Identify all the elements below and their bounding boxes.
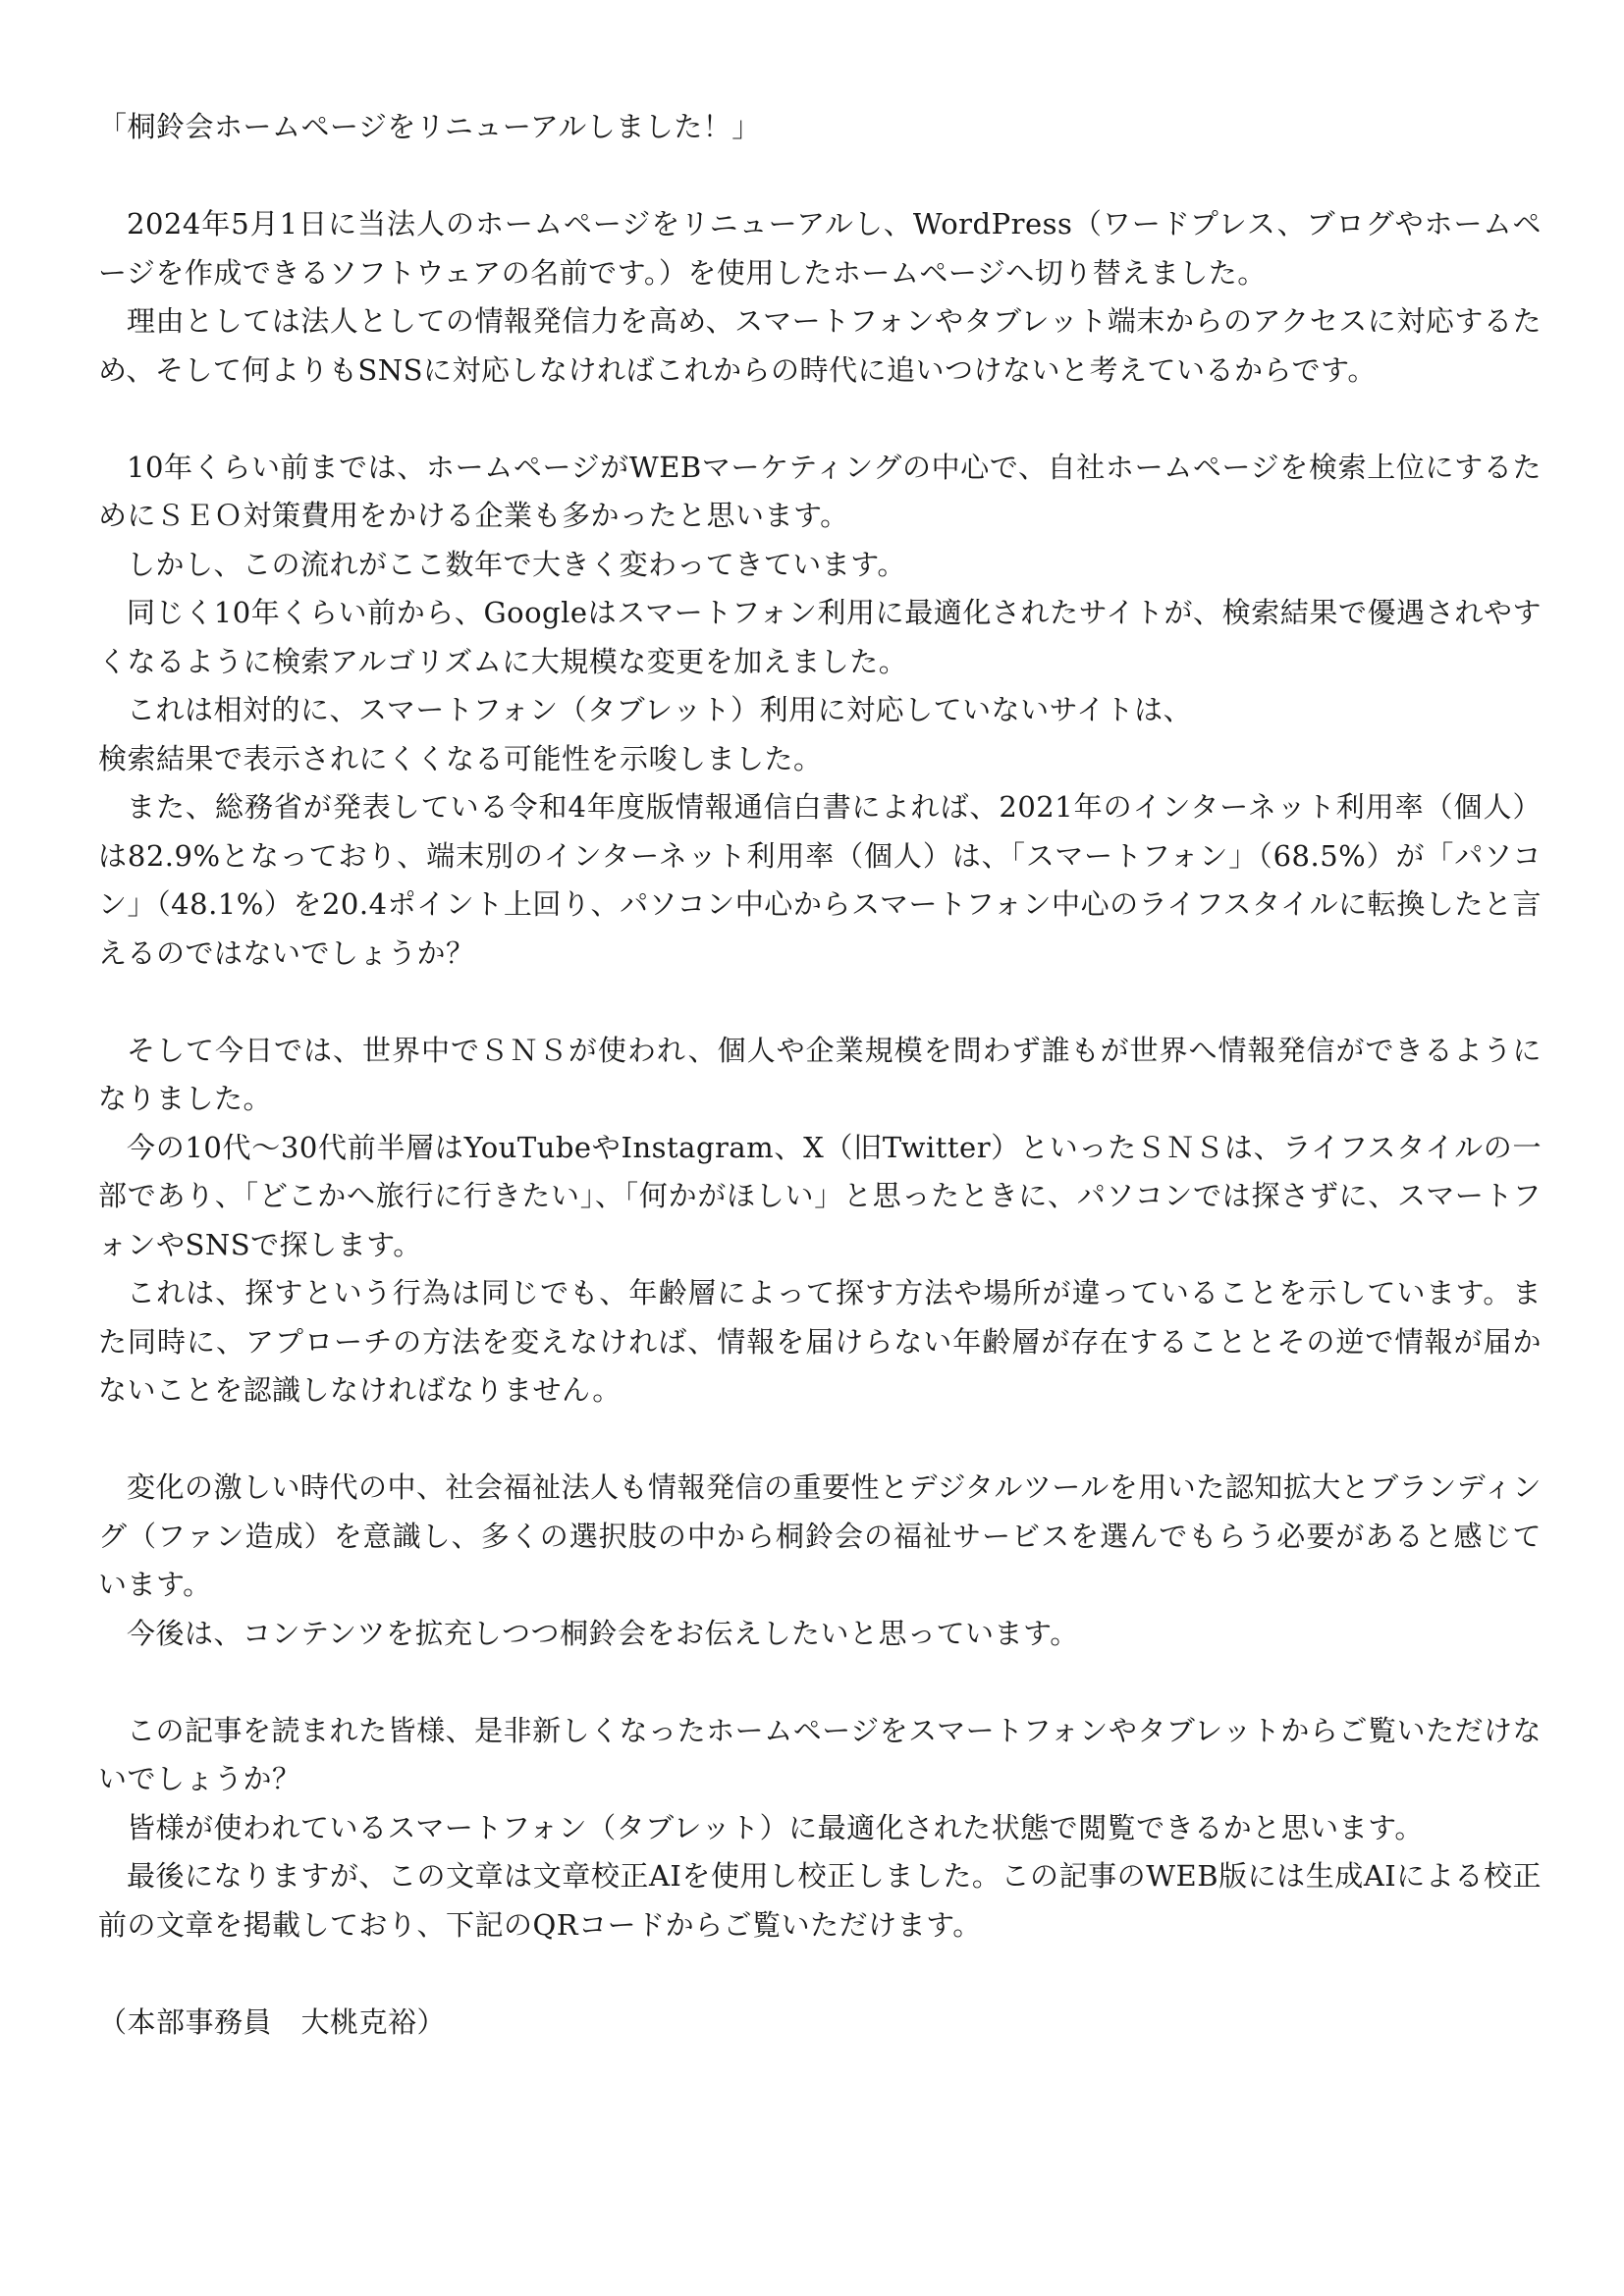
paragraph: 理由としては法人としての情報発信力を高め、スマートフォンやタブレット端末からのアクセスに対応するため、そして何よりもSNSに対応しなければこれからの時代に追いつけないと考えているからです。 bbox=[98, 304, 1542, 387]
paragraph: 2024年5月1日に当法人のホームページをリニューアルし、WordPress（ワードプレス、ブログやホームページを作成できるソフトウェアの名前です。）を使用したホームページへ切り替えました。 bbox=[98, 207, 1542, 290]
spacer bbox=[98, 152, 1542, 201]
spacer bbox=[98, 1949, 1542, 1999]
paragraph: 同じく10年くらい前から、Googleはスマートフォン利用に最適化されたサイトが、検索結果で優遇されやすくなるように検索アルゴリズムに大規模な変更を加えました。 bbox=[98, 596, 1542, 678]
paragraph: これは相対的に、スマートフォン（タブレット）利用に対応していないサイトは、 bbox=[127, 693, 1193, 726]
article-title: 「桐鈴会ホームページをリニューアルしました！」 bbox=[98, 110, 761, 143]
paragraph: また、総務省が発表している令和4年度版情報通信白書によれば、2021年のインターネット利用率（個人）は82.9%となっており、端末別のインターネット利用率（個人）は、「スマートフォン」（68.5%）が「パソコン」（48.1%）を20.4ポイント上回り、パソコン中心からスマートフォン中心のライフスタイルに転換したと言えるのではないでしょうか？ bbox=[98, 790, 1542, 970]
spacer bbox=[98, 978, 1542, 1027]
paragraph: 変化の激しい時代の中、社会福祉法人も情報発信の重要性とデジタルツールを用いた認知拡大とブランディング（ファン造成）を意識し、多くの選択肢の中から桐鈴会の福祉サービスを選んでもらう必要があると感じています。 bbox=[98, 1470, 1542, 1601]
spacer bbox=[98, 395, 1542, 444]
author-signature: （本部事務員 大桃克裕） bbox=[98, 2004, 447, 2039]
paragraph: これは、探すという行為は同じでも、年齢層によって探す方法や場所が違っていることを示しています。また同時に、アプローチの方法を変えなければ、情報を届けらない年齢層が存在することとその逆で情報が届かないことを認識しなければなりません。 bbox=[98, 1276, 1542, 1407]
paragraph: 今後は、コンテンツを拡充しつつ桐鈴会をお伝えしたいと思っています。 bbox=[127, 1616, 1079, 1650]
paragraph: 今の10代〜30代前半層はYouTubeやInstagram、X（旧Twitter）といったＳＮＳは、ライフスタイルの一部であり、「どこかへ旅行に行きたい」、「何かがほしい」と思ったときに、パソコンでは探さずに、スマートフォンやSNSで探します。 bbox=[98, 1130, 1542, 1261]
paragraph-continuation: 検索結果で表示されにくくなる可能性を示唆しました。 bbox=[98, 741, 823, 775]
paragraph: 10年くらい前までは、ホームページがWEBマーケティングの中心で、自社ホームページを検索上位にするためにＳＥＯ対策費用をかける企業も多かったと思います。 bbox=[98, 450, 1542, 532]
article-body bbox=[98, 103, 1542, 2047]
paragraph: 皆様が使われているスマートフォン（タブレット）に最適化された状態で閲覧できるかと思います。 bbox=[127, 1810, 1424, 1844]
paragraph: しかし、この流れがここ数年で大きく変わってきています。 bbox=[127, 547, 906, 581]
paragraph: そして今日では、世界中でＳＮＳが使われ、個人や企業規模を問わず誰もが世界へ情報発信ができるようになりました。 bbox=[98, 1033, 1542, 1115]
paragraph: 最後になりますが、この文章は文章校正AIを使用し校正しました。この記事のWEB版には生成AIによる校正前の文章を掲載しており、下記のQRコードからご覧いただけます。 bbox=[98, 1859, 1542, 1942]
paragraph: この記事を読まれた皆様、是非新しくなったホームページをスマートフォンやタブレットからご覧いただけないでしょうか？ bbox=[98, 1713, 1542, 1795]
spacer bbox=[98, 1658, 1542, 1707]
spacer bbox=[98, 1415, 1542, 1465]
